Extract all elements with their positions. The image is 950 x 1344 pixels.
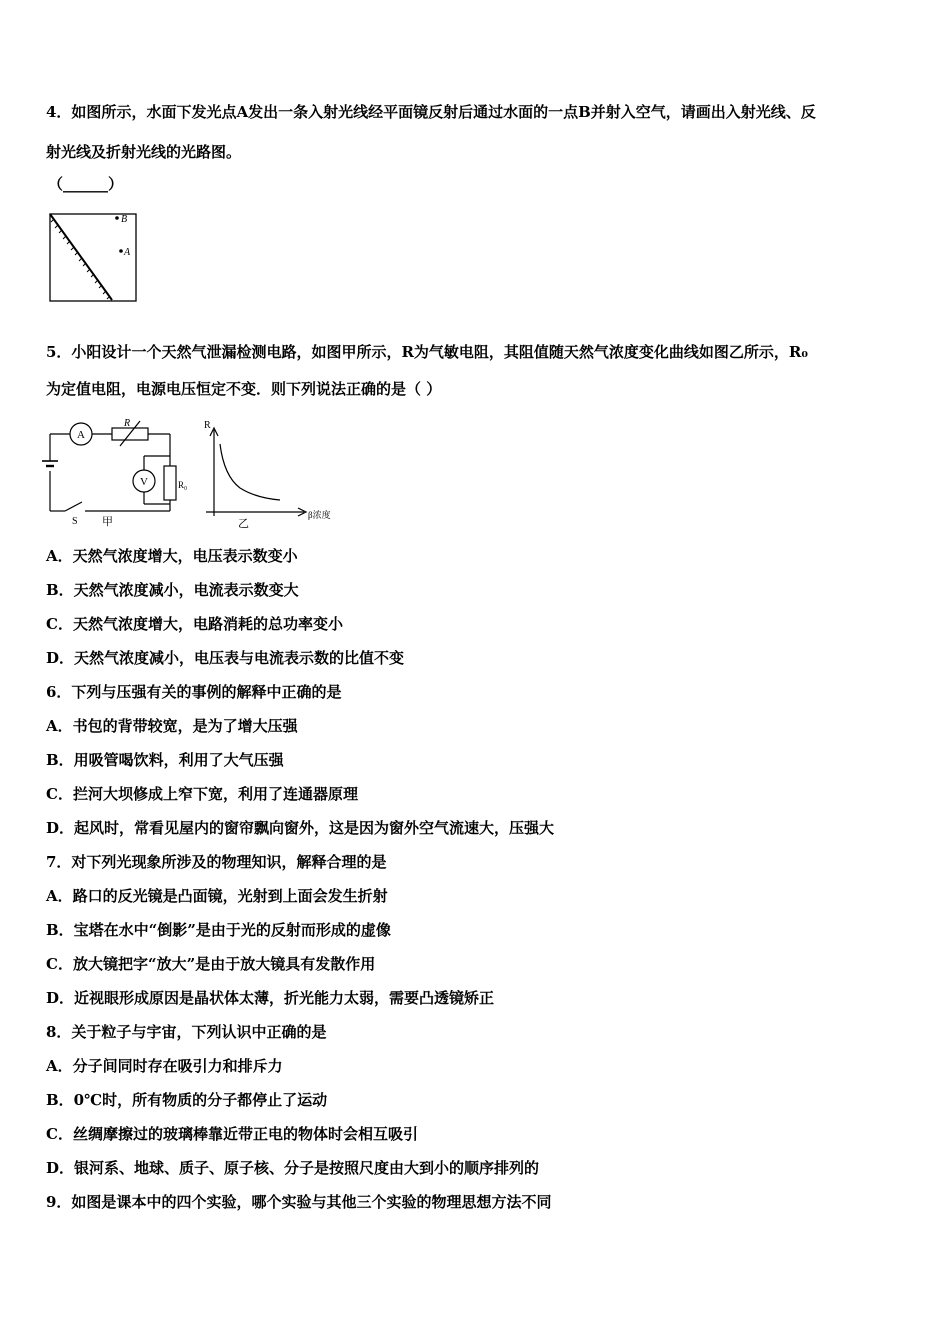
q5-switch-label: S [72,516,78,527]
q4-answer-blank: （______） [48,175,124,193]
q8-option-c: C．丝绸摩擦过的玻璃棒靠近带正电的物体时会相互吸引 [46,1125,418,1143]
q4-stem-line2: 射光线及折射光线的光路图。 [46,143,242,161]
q5-r0-label: R₀ [178,480,188,490]
q5-option-c: C．天然气浓度增大，电路消耗的总功率变小 [46,615,343,633]
q6-option-c: C．拦河大坝修成上窄下宽，利用了连通器原理 [46,785,358,803]
q8-option-d: D．银河系、地球、质子、原子核、分子是按照尺度由大到小的顺序排列的 [46,1159,540,1177]
q7-option-b: B．宝塔在水中“倒影”是由于光的反射而形成的虚像 [46,921,391,939]
q5-option-a: A．天然气浓度增大，电压表示数变小 [46,547,298,565]
q6-option-b: B．用吸管喝饮料，利用了大气压强 [46,751,284,769]
q6-option-d: D．起风时，常看见屋内的窗帘飘向窗外，这是因为窗外空气流速大，压强大 [46,819,555,837]
q5-fig-yi-label: 乙 [238,518,249,530]
q5-voltmeter-label: V [140,476,148,488]
q5-resistor-r-label: R [124,418,131,429]
q5-stem-line2: 为定值电阻，电源电压恒定不变．则下列说法正确的是（ ） [46,380,442,398]
q5-option-b: B．天然气浓度减小，电流表示数变大 [46,581,299,599]
q8-option-b: B．0℃时，所有物质的分子都停止了运动 [46,1091,328,1109]
q5-option-d: D．天然气浓度减小，电压表与电流表示数的比值不变 [46,649,405,667]
q5-graph-x-axis-label: β浓度 [308,510,331,520]
q8-option-a: A．分子间同时存在吸引力和排斥力 [46,1057,283,1075]
q7-option-d: D．近视眼形成原因是晶状体太薄，折光能力太弱，需要凸透镜矫正 [46,989,495,1007]
q4-stem-line1: 4．如图所示，水面下发光点A发出一条入射光线经平面镜反射后通过水面的一点B并射入空气，请画出入射光线、反 [46,103,816,121]
q5-circuit-figure [40,416,188,528]
q7-option-a: A．路口的反光镜是凸面镜，光射到上面会发生折射 [46,887,388,905]
q7-option-c: C．放大镜把字“放大”是由于放大镜具有发散作用 [46,955,376,973]
q4-figure-mirror-water [46,204,141,304]
q6-stem: 6．下列与压强有关的事例的解释中正确的是 [46,683,342,701]
q4-point-a-label: A [124,247,131,258]
q9-stem: 9．如图是课本中的四个实验，哪个实验与其他三个实验的物理思想方法不同 [46,1193,552,1211]
q8-stem: 8．关于粒子与宇宙，下列认识中正确的是 [46,1023,327,1041]
q5-fig-jia-label: 甲 [102,516,113,528]
q5-graph-r-axis-label: R [204,420,211,431]
q5-stem-line1: 5．小阳设计一个天然气泄漏检测电路，如图甲所示，R为气敏电阻，其阻值随天然气浓度变化曲线如图乙所示，R₀ [46,343,808,361]
q4-point-b-label: B [121,214,128,225]
q6-option-a: A．书包的背带较宽，是为了增大压强 [46,717,298,735]
q5-ammeter-label: A [77,429,85,441]
q5-resistance-graph [196,416,356,528]
q7-stem: 7．对下列光现象所涉及的物理知识，解释合理的是 [46,853,387,871]
